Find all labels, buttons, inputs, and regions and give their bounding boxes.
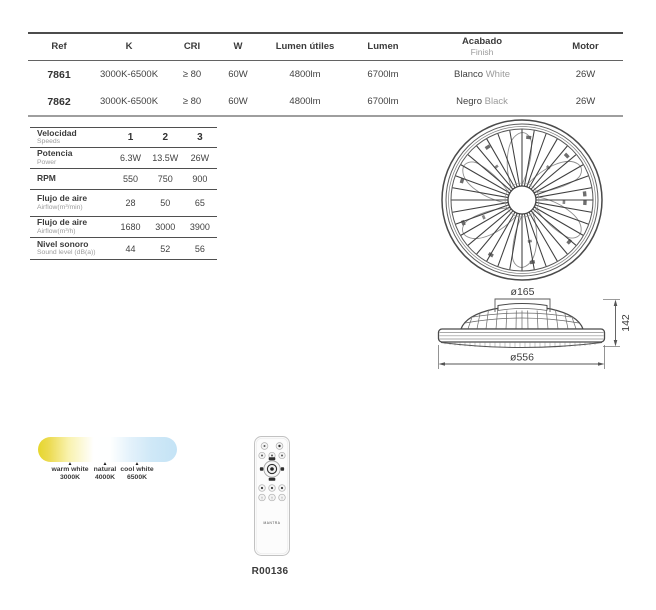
spec-row-7862 xyxy=(28,88,623,116)
cct-kelvin: 4000K xyxy=(94,473,116,481)
value-cell: 13.5W xyxy=(152,153,179,163)
lumen-cell: 6700lm xyxy=(367,96,399,107)
remote-buttons-row3 xyxy=(259,485,286,492)
value-cell: 3900 xyxy=(189,222,210,232)
row-label-es: Nivel sonoro xyxy=(37,238,89,249)
remote-code-label: R00136 xyxy=(251,566,289,577)
cct-label-cool xyxy=(109,462,165,481)
row-label-en: Airflow(m³/min) xyxy=(37,203,83,211)
dim-total-diameter-label: ø556 xyxy=(510,351,534,364)
row-airflow-hour xyxy=(30,217,217,238)
w-cell: 60W xyxy=(228,96,248,107)
col-acabado xyxy=(416,33,548,61)
value-cell: 28 xyxy=(125,198,136,208)
dim-height-label: 142 xyxy=(620,314,632,332)
col-motor: Motor xyxy=(548,33,623,61)
motor-cell: 26W xyxy=(575,96,596,107)
finish-es: Blanco xyxy=(454,69,484,80)
cct-name: warm white xyxy=(51,466,89,473)
value-cell: 3000 xyxy=(155,222,176,232)
value-cell: 1680 xyxy=(120,222,141,232)
ref-cell: 7861 xyxy=(47,68,71,81)
fan-top-view-drawing xyxy=(437,119,607,281)
spec-header-row xyxy=(28,33,623,61)
value-cell: 6.3W xyxy=(120,153,142,163)
lumen-utiles-cell: 4800lm xyxy=(289,69,321,80)
row-label-en: Speeds xyxy=(37,138,61,146)
remote-brand-logo: MANTRA xyxy=(263,521,281,525)
row-label-es: Flujo de aire xyxy=(37,217,88,228)
value-cell: 900 xyxy=(192,174,208,184)
remote-control-drawing xyxy=(252,435,292,560)
col-acabado-es: Acabado xyxy=(461,35,503,47)
lumen-cell: 6700lm xyxy=(367,69,399,80)
marker-triangle-icon: ▲ xyxy=(102,461,108,467)
fan-hub xyxy=(508,186,536,214)
value-cell: 1 xyxy=(127,132,134,143)
col-ref: Ref xyxy=(28,33,90,61)
row-sound-level xyxy=(30,238,217,260)
value-cell: 750 xyxy=(157,174,173,184)
cct-kelvin: 3000K xyxy=(59,473,81,481)
value-cell: 56 xyxy=(194,243,205,254)
row-label-en: Airflow(m³/h) xyxy=(37,227,76,235)
col-lumen: Lumen xyxy=(350,33,416,61)
row-label-en: Power xyxy=(37,158,57,166)
finish-en: White xyxy=(485,69,510,80)
cct-name: cool white xyxy=(120,466,154,473)
cri-cell: ≥ 80 xyxy=(182,96,202,107)
ref-cell: 7862 xyxy=(47,95,71,108)
row-airflow-min xyxy=(30,190,217,217)
marker-triangle-icon: ▲ xyxy=(134,461,140,467)
value-cell: 3 xyxy=(197,132,203,143)
finish-en: Black xyxy=(484,96,508,107)
dim-top-diameter-label: ø165 xyxy=(510,286,535,298)
value-cell: 52 xyxy=(160,243,171,254)
cct-name: natural xyxy=(93,466,117,473)
performance-table xyxy=(30,127,217,260)
row-label-es: Velocidad xyxy=(37,127,77,138)
marker-triangle-icon: ▲ xyxy=(67,461,73,467)
row-label-es: Flujo de aire xyxy=(37,193,88,204)
row-label-es: Potencia xyxy=(37,148,73,159)
lumen-utiles-cell: 4800lm xyxy=(289,96,321,107)
cct-gradient-bar xyxy=(38,437,177,462)
svg-text:↑: ↑ xyxy=(280,495,284,502)
finish-cell xyxy=(416,88,548,116)
svg-text:↑: ↑ xyxy=(270,495,274,502)
value-cell: 65 xyxy=(194,198,205,208)
row-speeds xyxy=(30,128,217,148)
w-cell: 60W xyxy=(228,69,248,80)
row-power xyxy=(30,148,217,169)
value-cell: 50 xyxy=(160,198,171,208)
product-spec-table xyxy=(28,32,623,117)
svg-text:↑: ↑ xyxy=(260,495,264,502)
value-cell: 550 xyxy=(123,174,139,184)
motor-cell: 26W xyxy=(575,69,596,80)
cri-cell: ≥ 80 xyxy=(182,69,202,80)
remote-buttons-row4 xyxy=(259,494,286,501)
finish-es: Negro xyxy=(456,96,482,107)
col-cri: CRI xyxy=(168,33,216,61)
k-cell: 3000K-6500K xyxy=(99,69,159,80)
col-k: K xyxy=(90,33,168,61)
value-cell: 2 xyxy=(162,132,168,143)
row-label-en: Sound level (dB(a)) xyxy=(37,249,96,257)
value-cell: 26W xyxy=(190,153,210,163)
col-w: W xyxy=(216,33,260,61)
k-cell: 3000K-6500K xyxy=(99,96,159,107)
col-lumen-utiles: Lumen útiles xyxy=(260,33,350,61)
row-rpm xyxy=(30,169,217,190)
finish-cell xyxy=(416,61,548,89)
spec-row-7861 xyxy=(28,61,623,89)
col-acabado-en: Finish xyxy=(470,46,494,57)
cct-kelvin: 6500K xyxy=(126,473,148,481)
value-cell: 44 xyxy=(125,243,136,254)
row-label-es: RPM xyxy=(37,173,56,184)
fan-side-view-drawing xyxy=(432,282,637,378)
